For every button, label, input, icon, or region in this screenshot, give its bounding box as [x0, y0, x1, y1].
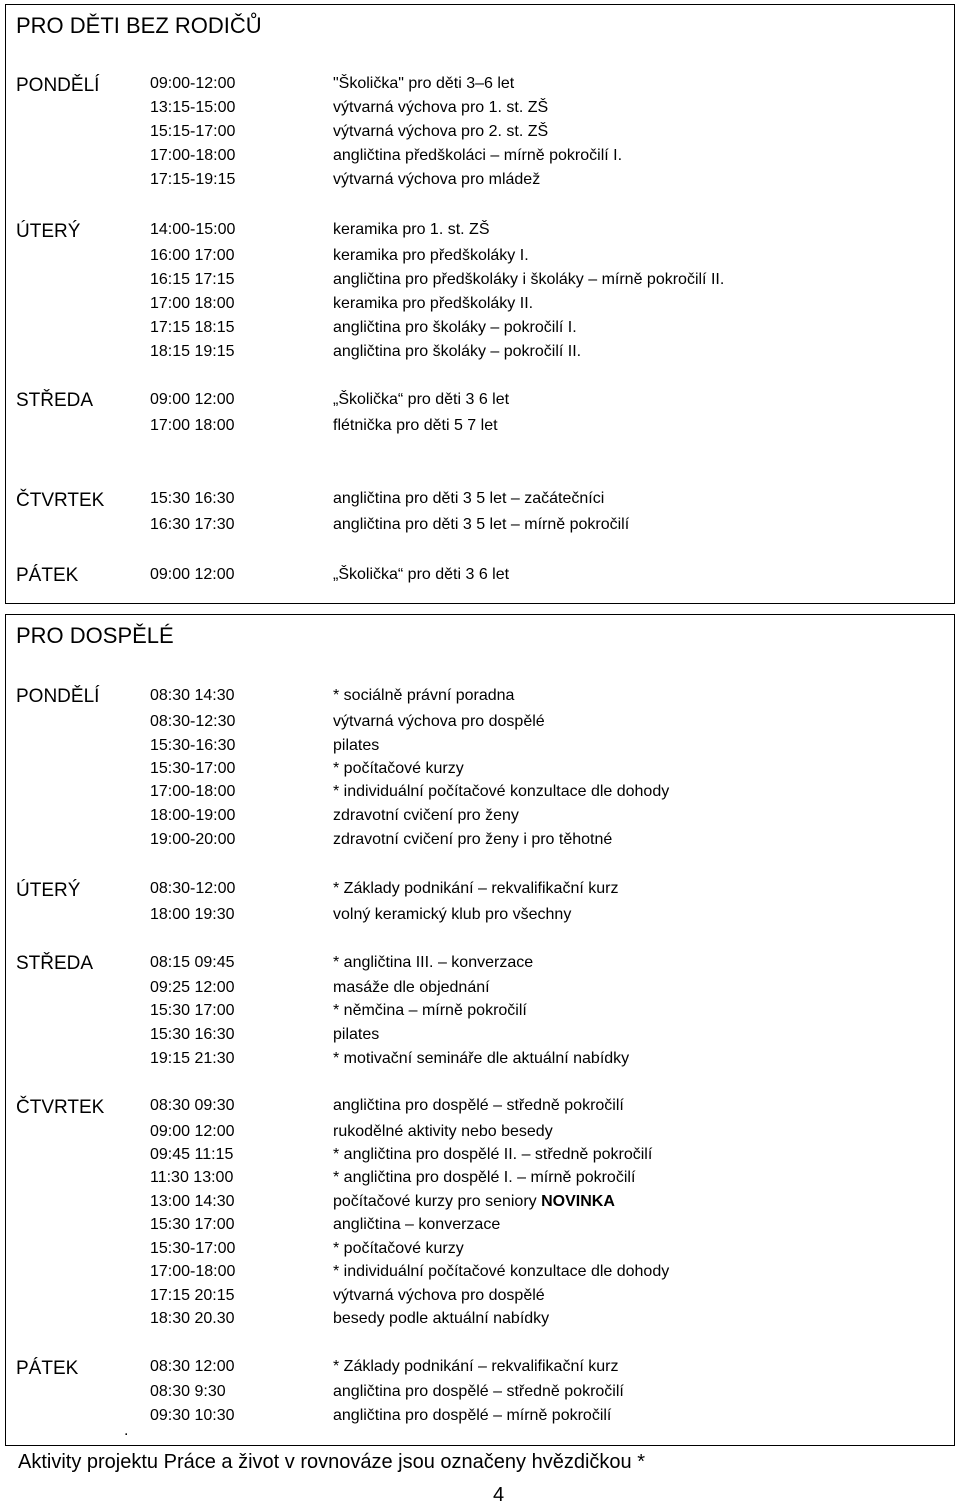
activity — [333, 1263, 669, 1281]
activity — [333, 1216, 500, 1234]
activity — [333, 271, 724, 289]
time-slot: 14:00-15:00 — [150, 221, 236, 238]
activity — [333, 1050, 629, 1068]
activity-text: angličtina pro dospělé – středně pokročilí — [333, 1097, 624, 1114]
activity — [333, 1358, 618, 1376]
activity-text: angličtina pro školáky – pokročilí I. — [333, 319, 577, 336]
activity-text: výtvarná výchova pro dospělé — [333, 1287, 545, 1304]
activity-text: pilates — [333, 737, 380, 754]
activity-text: "Školička" pro děti 3–6 let — [333, 75, 515, 92]
time-slot: 13:00 14:30 — [150, 1193, 235, 1210]
day-label: PÁTEK — [16, 565, 79, 586]
activity-text: angličtina pro dospělé – středně pokročilí — [333, 1383, 624, 1400]
activity-text: * individuální počítačové konzultace dle dohody — [333, 783, 670, 800]
activity-text: flétnička pro děti 5 7 let — [333, 417, 498, 434]
activity-text: angličtina pro děti 3 5 let – mírně pokročilí — [333, 516, 630, 533]
activity — [333, 1002, 527, 1020]
activity — [333, 1310, 549, 1328]
time-slot: 15:30-17:00 — [150, 760, 236, 777]
activity — [333, 1169, 635, 1187]
time-slot: 17:00 18:00 — [150, 295, 235, 312]
time-slot: 16:15 17:15 — [150, 271, 235, 288]
time-slot: 16:00 17:00 — [150, 247, 235, 264]
time-slot: 09:25 12:00 — [150, 979, 235, 996]
activity — [333, 221, 490, 239]
activity-text: * Základy podnikání – rekvalifikační kurz — [333, 1358, 619, 1375]
activity — [333, 1123, 553, 1141]
activity — [333, 1026, 379, 1044]
activity-text: * počítačové kurzy — [333, 760, 464, 777]
day-label: PONDĚLÍ — [16, 686, 100, 707]
section-heading-adults: PRO DOSPĚLÉ — [16, 623, 174, 648]
activity-text: angličtina pro školáky – pokročilí II. — [333, 343, 582, 360]
activity-text: volný keramický klub pro všechny — [333, 906, 572, 923]
time-slot: 08:30 14:30 — [150, 687, 235, 704]
time-slot: 09:30 10:30 — [150, 1407, 235, 1424]
activity-text: výtvarná výchova pro mládež — [333, 171, 541, 188]
activity — [333, 147, 622, 165]
day-label: ČTVRTEK — [16, 490, 105, 511]
time-slot: 19:15 21:30 — [150, 1050, 235, 1067]
stray-dot: . — [124, 1422, 129, 1439]
activity — [333, 760, 464, 778]
time-slot: 11:30 13:00 — [150, 1169, 234, 1186]
time-slot: 15:30-17:00 — [150, 1240, 236, 1257]
time-slot: 15:15-17:00 — [150, 123, 236, 140]
activity-text: rukodělné aktivity nebo besedy — [333, 1123, 553, 1140]
activity — [333, 417, 498, 435]
activity — [333, 1383, 624, 1401]
time-slot: 17:00-18:00 — [150, 783, 236, 800]
time-slot: 17:00 18:00 — [150, 417, 235, 434]
day-label: ČTVRTEK — [16, 1097, 105, 1118]
activity-text: výtvarná výchova pro dospělé — [333, 713, 545, 730]
activity-text: * angličtina III. – konverzace — [333, 954, 534, 971]
time-slot: 09:00 12:00 — [150, 566, 235, 583]
activity — [333, 75, 514, 93]
activity-text: * počítačové kurzy — [333, 1240, 464, 1257]
time-slot: 08:30 09:30 — [150, 1097, 235, 1114]
activity-text: * individuální počítačové konzultace dle dohody — [333, 1263, 670, 1280]
activity — [333, 1240, 464, 1258]
activity-text: * sociálně právní poradna — [333, 687, 515, 704]
activity-text: počítačové kurzy pro seniory — [333, 1193, 542, 1210]
activity-text: * angličtina pro dospělé II. – středně pokročilí — [333, 1146, 653, 1163]
day-label: ÚTERÝ — [16, 221, 81, 242]
activity — [333, 123, 548, 141]
time-slot: 17:00-18:00 — [150, 147, 236, 164]
activity-text: keramika pro 1. st. ZŠ — [333, 221, 490, 238]
time-slot: 09:00-12:00 — [150, 75, 236, 92]
time-slot: 08:30 12:00 — [150, 1358, 235, 1375]
activity — [333, 831, 612, 849]
activity — [333, 171, 540, 189]
activity — [333, 1407, 611, 1425]
day-label: PÁTEK — [16, 1358, 79, 1379]
time-slot: 18:30 20.30 — [150, 1310, 235, 1327]
activity-text: angličtina pro dospělé – mírně pokročilí — [333, 1407, 612, 1424]
time-slot: 18:00-19:00 — [150, 807, 236, 824]
activity-text: * motivační semináře dle aktuální nabídky — [333, 1050, 630, 1067]
activity — [333, 979, 490, 997]
time-slot: 08:15 09:45 — [150, 954, 235, 971]
activity-text: masáže dle objednání — [333, 979, 490, 996]
activity-text: zdravotní cvičení pro ženy i pro těhotné — [333, 831, 613, 848]
section-adults-box — [5, 614, 955, 1446]
activity-text: angličtina pro děti 3 5 let – začátečníci — [333, 490, 605, 507]
activity — [333, 490, 604, 508]
time-slot: 09:00 12:00 — [150, 1123, 235, 1140]
activity — [333, 880, 618, 898]
activity-text: výtvarná výchova pro 1. st. ZŠ — [333, 99, 549, 116]
activity-text: besedy podle aktuální nabídky — [333, 1310, 550, 1327]
activity — [333, 687, 514, 705]
time-slot: 15:30 16:30 — [150, 490, 235, 507]
time-slot: 16:30 17:30 — [150, 516, 235, 533]
activity — [333, 737, 379, 755]
activity — [333, 783, 669, 801]
activity — [333, 807, 519, 825]
time-slot: 08:30 9:30 — [150, 1383, 226, 1400]
activity — [333, 1193, 615, 1211]
section-children-box — [5, 4, 955, 604]
activity-text: angličtina – konverzace — [333, 1216, 501, 1233]
activity-text: * angličtina pro dospělé I. – mírně pokročilí — [333, 1169, 636, 1186]
activity-text: výtvarná výchova pro 2. st. ZŠ — [333, 123, 549, 140]
activity — [333, 1097, 624, 1115]
activity — [333, 343, 581, 361]
time-slot: 09:00 12:00 — [150, 391, 235, 408]
time-slot: 15:30 17:00 — [150, 1002, 235, 1019]
day-label: ÚTERÝ — [16, 880, 81, 901]
time-slot: 13:15-15:00 — [150, 99, 236, 116]
activity — [333, 99, 548, 117]
day-label: STŘEDA — [16, 390, 94, 411]
activity — [333, 516, 629, 534]
page-number: 4 — [493, 1484, 505, 1506]
time-slot: 17:00-18:00 — [150, 1263, 236, 1280]
activity-text: „Školička“ pro děti 3 6 let — [333, 566, 510, 583]
day-label: PONDĚLÍ — [16, 75, 100, 96]
day-label: STŘEDA — [16, 953, 94, 974]
section-heading-children: PRO DĚTI BEZ RODIČŮ — [16, 13, 262, 38]
time-slot: 09:45 11:15 — [150, 1146, 234, 1163]
activity — [333, 1146, 652, 1164]
time-slot: 19:00-20:00 — [150, 831, 236, 848]
time-slot: 08:30-12:30 — [150, 713, 236, 730]
time-slot: 15:30 17:00 — [150, 1216, 235, 1233]
new-badge: NOVINKA — [541, 1193, 615, 1210]
time-slot: 15:30-16:30 — [150, 737, 236, 754]
time-slot: 17:15 20:15 — [150, 1287, 235, 1304]
activity-text: * němčina – mírně pokročilí — [333, 1002, 527, 1019]
activity — [333, 391, 509, 409]
activity-text: angličtina předškoláci – mírně pokročilí I. — [333, 147, 623, 164]
time-slot: 17:15-19:15 — [150, 171, 236, 188]
activity — [333, 319, 577, 337]
activity-text: zdravotní cvičení pro ženy — [333, 807, 519, 824]
activity — [333, 954, 533, 972]
footnote: Aktivity projektu Práce a život v rovnováze jsou označeny hvězdičkou * — [18, 1451, 645, 1473]
activity-text: pilates — [333, 1026, 380, 1043]
activity — [333, 906, 571, 924]
activity-text: angličtina pro předškoláky i školáky – mírně pokročilí II. — [333, 271, 725, 288]
time-slot: 18:00 19:30 — [150, 906, 235, 923]
activity — [333, 1287, 545, 1305]
activity — [333, 566, 509, 584]
activity — [333, 713, 545, 731]
activity-text: keramika pro předškoláky I. — [333, 247, 529, 264]
time-slot: 15:30 16:30 — [150, 1026, 235, 1043]
time-slot: 18:15 19:15 — [150, 343, 235, 360]
activity — [333, 295, 533, 313]
time-slot: 08:30-12:00 — [150, 880, 236, 897]
activity-text: * Základy podnikání – rekvalifikační kurz — [333, 880, 619, 897]
time-slot: 17:15 18:15 — [150, 319, 235, 336]
activity-text: keramika pro předškoláky II. — [333, 295, 534, 312]
activity-text: „Školička“ pro děti 3 6 let — [333, 391, 510, 408]
activity — [333, 247, 529, 265]
